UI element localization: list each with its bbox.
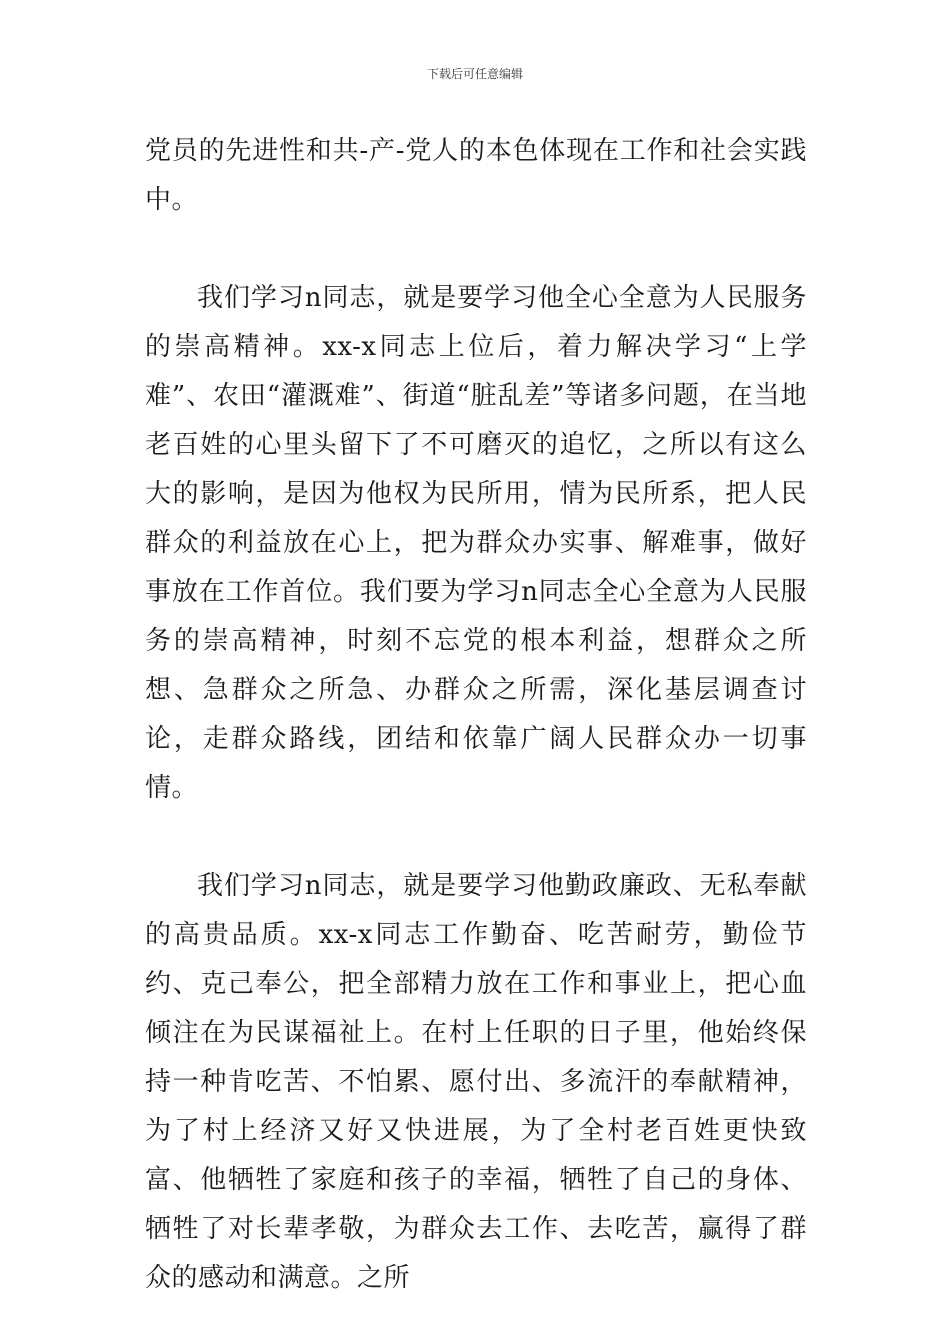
paragraph-gap — [145, 813, 807, 862]
page-header: 下载后可任意编辑 — [426, 67, 523, 81]
paragraph-3: 我们学习n同志，就是要学习他勤政廉政、无私奉献的高贵品质。xx-x同志工作勤奋、吃苦耐劳，勤俭节约、克己奉公，把全部精力放在工作和事业上，把心血倾注在为民谋福祉上。在村上任职的日子里，他始终保持一种肯吃苦、不怕累、愿付出、多流汗的奉献精神，为了村上经济又好又快进展，为了全村老百姓更快致富、他牺牲了家庭和孩子的幸福，牺牲了自己的身体、牺牲了对长辈孝敬，为群众去工作、去吃苦，赢得了群众的感动和满意。之所 — [145, 871, 807, 1293]
paragraph-gap — [145, 225, 807, 274]
paragraph-2: 我们学习n同志，就是要学习他全心全意为人民服务的崇高精神。xx-x同志上位后，着力解决学习“上学难”、农田“灌溉难”、街道“脏乱差”等诸多问题，在当地老百姓的心里头留下了不可磨灭的追忆，之所以有这么大的影响，是因为他权为民所用，情为民所系，把人民群众的利益放在心上，把为群众办实事、解难事，做好事放在工作首位。我们要为学习n同志全心全意为人民服务的崇高精神，时刻不忘党的根本利益，想群众之所想、急群众之所急、办群众之所需，深化基层调查讨论，走群众路线，团结和依靠广阔人民群众办一切事情。 — [145, 283, 807, 803]
document-body — [145, 127, 807, 1303]
paragraph-1: 党员的先进性和共-产-党人的本色体现在工作和社会实践中。 — [145, 136, 807, 215]
